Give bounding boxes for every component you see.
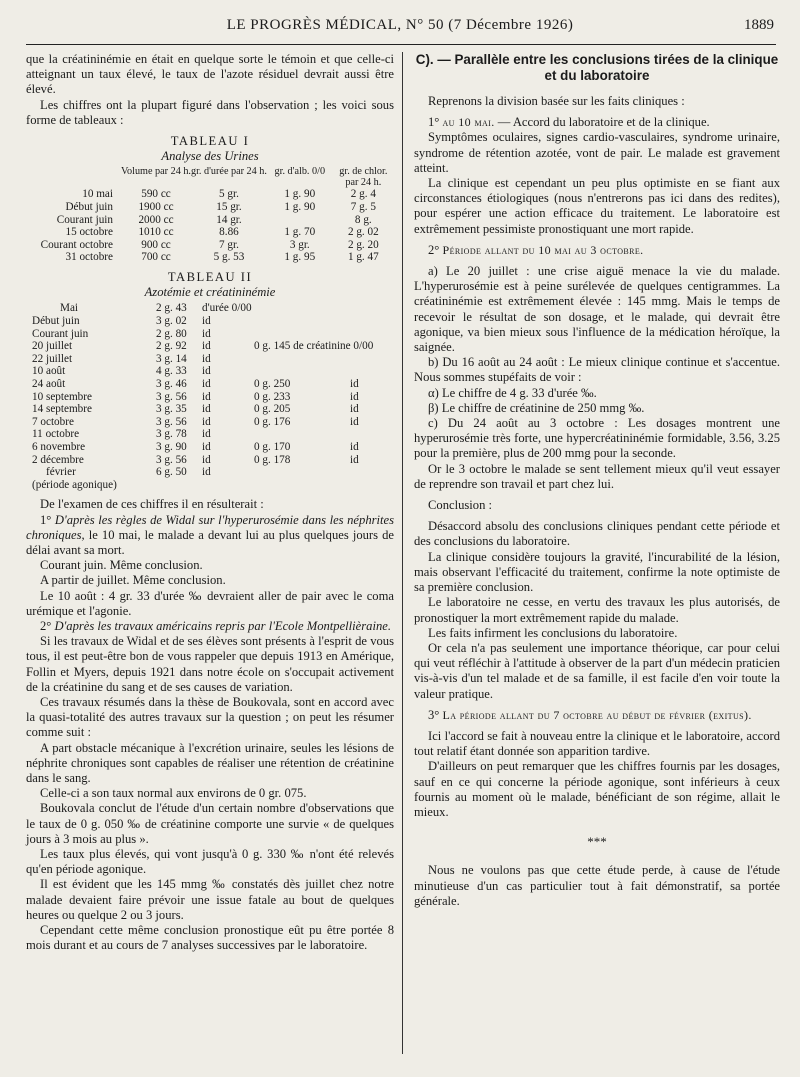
col-header: gr. d'urée par 24 h. [190, 166, 267, 178]
section-heading: C). — Parallèle entre les conclusions tirées de la clinique et du laboratoire [415, 52, 779, 83]
table1-subtitle: Analyse des Urines [161, 149, 259, 164]
paragraph: Boukovala conclut de l'étude d'un certain nombre d'observations que le taux de 0 g. 050 ‰ de créatinine comporte une survie « de quelques jours à 3 mois au plus ». [26, 801, 394, 846]
paragraph: La clinique considère toujours la gravité, l'incurabilité de la lésion, mais observant l'efficacité du traitement, confirme la note optimiste de sa première conclusion. [414, 549, 780, 595]
paragraph: Reprenons la division basée sur les faits cliniques : [428, 94, 685, 108]
table-row: 22 juillet 3 g. 14 id [32, 352, 211, 365]
paragraph: 1° au 10 mai. — Accord du laboratoire et de la clinique. [428, 115, 710, 130]
table-row: Début juin 1900 cc 15 gr. 1 g. 90 7 g. 5 [65, 201, 376, 214]
table-row: 10 septembre 3 g. 56 id 0 g. 233 id [32, 390, 359, 403]
table1-title: TABLEAU I [170, 134, 250, 149]
paragraph: Ici l'accord se fait à nouveau entre la clinique et le laboratoire, accord tout relatif étant donnée son apparition tardive. [414, 728, 780, 759]
table2-subtitle: Azotémie et créatininémie [144, 285, 276, 300]
paragraph: b) Du 16 août au 24 août : Le mieux clinique continue et s'accentue. Nous sommes stupéfaits de voir : [414, 355, 780, 385]
paragraph: A part obstacle mécanique à l'excrétion urinaire, seules les lésions de néphrite chroniques sont capables de réaliser une rétention de créatinine dans le sang. [26, 740, 394, 785]
paragraph: La clinique est cependant un peu plus optimiste en se fiant aux circonstances étiologiques (nous n'entrerons pas ici dans des redites), pour espérer une action efficace du traitement. Le laboratoire est extrêmement pessimiste pronostiquant une mort rapide. [414, 176, 780, 236]
paragraph: c) Du 24 août au 3 octobre : Les dosages montrent une hyperurosémie très forte, une hypercréatininémie formidable, 3.56, 3.25 pour la première, plus de 200 mmg pour la seconde. [414, 416, 780, 461]
paragraph: Conclusion : [428, 498, 493, 513]
paragraph: 1° D'après les règles de Widal sur l'hyperurosémie dans les néphrites chroniques, le 10 mai, le malade a devant lui au plus quelques jours de délai avant sa mort. [26, 512, 395, 557]
header-rule [26, 44, 776, 45]
paragraph: Courant juin. Même conclusion. [40, 558, 203, 573]
table-row: 6 novembre 3 g. 90 id 0 g. 170 id [32, 440, 359, 453]
paragraph: Désaccord absolu des conclusions cliniques pendant cette période et des conclusions du laboratoire. [414, 519, 780, 549]
table-row: 31 octobre 700 cc 5 g. 53 1 g. 95 1 g. 47 [65, 251, 379, 264]
table-row: 24 août 3 g. 46 id 0 g. 250 id [32, 377, 359, 390]
paragraph: a) Le 20 juillet : une crise aiguë menace la vie du malade. L'hyperurosémie est à peine surélevée de quelques centigrammes. La créatininémie est extrêmement élevée : 145 mmg. Mais le temps de recevoir le résultat de son dosage, et le malade, qui devrait être agonique, va bien mieux sous l'influence de la médication héroïque, la saignée. [414, 264, 780, 355]
paragraph: 3° La période allant du 7 octobre au début de février (exitus). [428, 707, 752, 722]
table-row: 11 octobre 3 g. 78 id [32, 428, 211, 441]
page-header [26, 17, 774, 39]
table-row: février 6 g. 50 id [46, 466, 211, 479]
paragraph: De l'examen de ces chiffres il en résulterait : [40, 497, 264, 512]
paragraph: Les faits infirment les conclusions du laboratoire. [428, 625, 678, 640]
paragraph: α) Le chiffre de 4 g. 33 d'urée ‰. [428, 385, 597, 400]
paragraph: que la créatininémie en était en quelque sorte le témoin et que celle-ci atteignant un taux élevé, le taux de l'azote résiduel devrait aussi être élevé. [26, 52, 394, 97]
right-column [414, 52, 780, 909]
table-row: 14 septembre 3 g. 35 id 0 g. 205 id [32, 403, 359, 416]
table-row: Courant juin 2 g. 80 id [32, 327, 211, 340]
paragraph: Nous ne voulons pas que cette étude perde, à cause de l'étude minutieuse d'un cas particulier tout à fait démonstratif, sa portée générale. [414, 863, 780, 908]
paragraph: A partir de juillet. Même conclusion. [40, 573, 226, 588]
col-header: gr. de chlor. par 24 h. [339, 166, 388, 189]
table-row: Début juin 3 g. 02 id [32, 314, 211, 327]
urine-analysis-table [30, 166, 394, 264]
paragraph: Il est évident que les 145 mmg ‰ constatés dès juillet chez notre malade devaient faire prévoir une issue fatale au bout de quelques heures ou quelque 2 ou 3 jours. [26, 877, 394, 922]
page-number: 1889 [744, 17, 774, 33]
table-row: Mai 2 g. 43 d'urée 0/00 [60, 302, 252, 315]
paragraph: Symptômes oculaires, signes cardio-vasculaires, syndrome urinaire, syndrome de rétention azotée, vont de pair. Le malade est gravement atteint. [414, 130, 780, 175]
paragraph: Or cela n'a pas seulement une importance théorique, car pour celui qui veut réfléchir à l'attitude à observer de la part d'un médecin praticien vis-à-vis d'un tel malade et de sa famille, il est facile d'en voir toute la valeur pratique. [414, 640, 780, 701]
table-row: 2 décembre 3 g. 56 id 0 g. 178 id [32, 453, 359, 466]
section-separator: *** [587, 834, 607, 850]
azotemia-table [32, 302, 373, 491]
paragraph: Si les travaux de Widal et de ses élèves sont présents à l'esprit de vous tous, il est peut-être bon de vous rappeler que depuis 1913 en Amérique, Follin et Myers, depuis 1921 dans notre école on s'occupait activement de la créatinine du sang et de ses causes de variation. [26, 634, 394, 694]
running-title: LE PROGRÈS MÉDICAL, N° 50 (7 Décembre 1926) [226, 17, 574, 33]
paragraph: Le laboratoire ne cesse, en vertu des travaux les plus autorisés, de pronostiquer la mort extrêmement rapide du malade. [414, 595, 780, 625]
paragraph: Ces travaux résumés dans la thèse de Boukovala, sont en accord avec la quasi-totalité des autres travaux sur la question ; on peut les résumer comme suit : [26, 694, 394, 740]
paragraph: Or le 3 octobre le malade se sent tellement mieux qu'il veut essayer de reprendre son travail et part chez lui. [414, 461, 780, 491]
paragraph: Les chiffres ont la plupart figuré dans l'observation ; les voici sous forme de tableaux : [26, 97, 394, 127]
table-row: 15 octobre 1010 cc 8.86 1 g. 70 2 g. 02 [65, 226, 379, 239]
paragraph: 2° Période allant du 10 mai au 3 octobre. [428, 242, 644, 257]
paragraph: 2° D'après les travaux américains repris par l'Ecole Montpellièraine. [40, 618, 392, 633]
table-row: 10 août 4 g. 33 id [32, 365, 211, 378]
table2-title: TABLEAU II [167, 269, 253, 284]
table-row: Courant juin 2000 cc 14 gr. 8 g. [56, 213, 372, 226]
paragraph: D'ailleurs on peut remarquer que les chiffres fournis par les dosages, sauf en ce qui concerne la période agonique, sont inférieurs à ceux fournis au moment où le malade, bénéficiant de son régime, allait le mieux. [414, 759, 780, 819]
col-header: Volume par 24 h. [121, 166, 191, 178]
table-row: 10 mai 590 cc 5 gr. 1 g. 90 2 g. 4 [82, 188, 376, 201]
table-row: Courant octobre 900 cc 7 gr. 3 gr. 2 g. 20 [40, 238, 379, 251]
col-header: gr. d'alb. 0/0 [274, 166, 326, 178]
paragraph: Cependant cette même conclusion pronostique eût pu être portée 8 mois durant et au cours de 7 analyses successives par le laboratoire. [26, 922, 394, 953]
table-row: 20 juillet 2 g. 92 id 0 g. 145 de créatinine 0/00 [32, 340, 374, 353]
paragraph: Celle-ci a son taux normal aux environs de 0 gr. 075. [40, 786, 307, 801]
column-divider [402, 52, 403, 1054]
paragraph: Le 10 août : 4 gr. 33 d'urée ‰ devraient aller de pair avec le coma urémique et l'agonie. [26, 588, 394, 618]
left-column [26, 52, 394, 953]
paragraph: β) Le chiffre de créatinine de 250 mmg ‰. [428, 400, 645, 415]
paragraph: Les taux plus élevés, qui vont jusqu'à 0 g. 330 ‰ n'ont été relevés qu'en période agonique. [26, 846, 394, 877]
table-row: 7 octobre 3 g. 56 id 0 g. 176 id [32, 415, 359, 428]
table-row: (période agonique) [32, 478, 117, 491]
